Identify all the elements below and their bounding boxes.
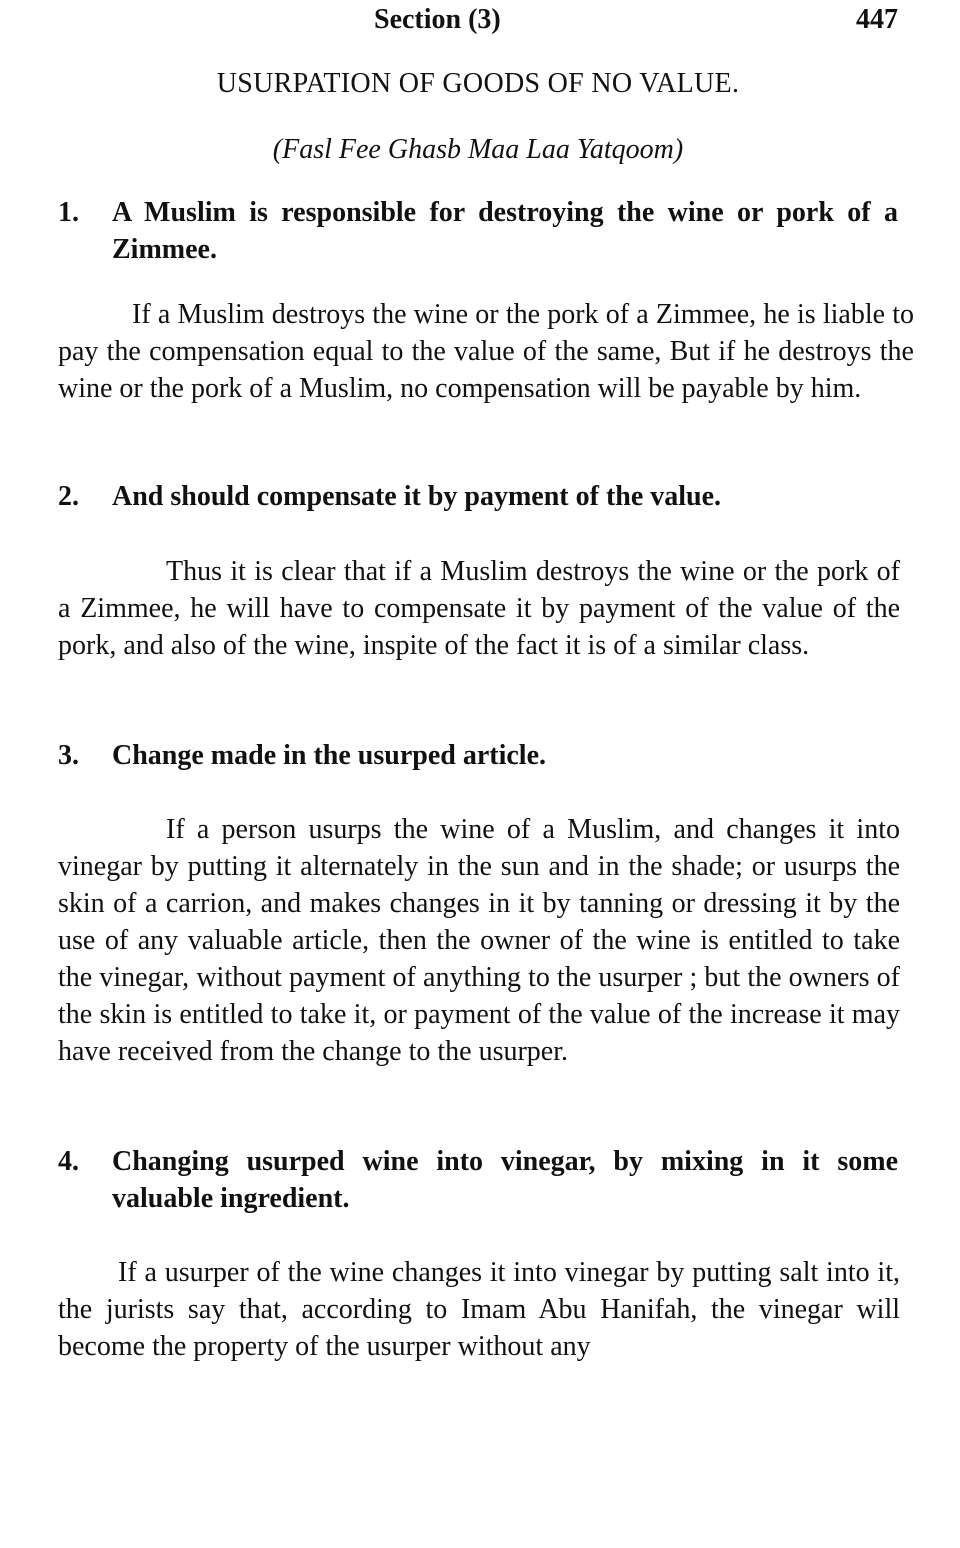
- section-body-1: If a Muslim destroys the wine or the pork of a Zimmee, he is liable to pay the compensation equal to the value of the same, But if he destroys the wine or the pork of a Muslim, no compensation will be payable by him.: [58, 299, 914, 404]
- chapter-subtitle: (Fasl Fee Ghasb Maa Laa Yatqoom): [272, 134, 684, 165]
- section-heading-text: And should compensate it by payment of the value.: [112, 481, 722, 512]
- section-heading-3: [58, 737, 898, 774]
- section-heading-1: [58, 194, 898, 268]
- section-body-4: If a usurper of the wine changes it into vinegar by putting salt into it, the jurists say that, according to Imam Abu Hanifah, the vinegar will become the property of the usurper without any: [58, 1257, 900, 1362]
- section-label: Section (3): [374, 4, 501, 35]
- section-number: 1.: [58, 197, 79, 228]
- section-number: 2.: [58, 481, 79, 512]
- section-heading-text: A Muslim is responsible for destroying the wine or pork of a Zimmee.: [112, 197, 898, 265]
- section-heading-4: [58, 1143, 898, 1217]
- chapter-title: USURPATION OF GOODS OF NO VALUE.: [216, 68, 740, 99]
- section-number: 4.: [58, 1146, 79, 1177]
- section-heading-text: Changing usurped wine into vinegar, by mixing in it some valuable ingredient.: [112, 1146, 898, 1214]
- page-number: 447: [856, 4, 898, 35]
- section-body-3: If a person usurps the wine of a Muslim, and changes it into vinegar by putting it alternately in the sun and in the shade; or usurps the skin of a carrion, and makes changes in it by tanning or dressing it by the use of any valuable article, then the owner of the wine is entitled to take the vinegar, without payment of anything to the usurper ; but the owners of the skin is entitled to take it, or payment of the value of the increase it may have received from the change to the usurper.: [58, 814, 900, 1067]
- section-body-2: Thus it is clear that if a Muslim destroys the wine or the pork of a Zimmee, he will have to compensate it by payment of the value of the pork, and also of the wine, inspite of the fact it is of a similar class.: [58, 556, 900, 661]
- document-page: [58, 0, 914, 1548]
- section-heading-2: [58, 478, 898, 515]
- running-header: [58, 4, 898, 40]
- section-heading-text: Change made in the usurped article.: [112, 740, 546, 771]
- section-number: 3.: [58, 740, 79, 771]
